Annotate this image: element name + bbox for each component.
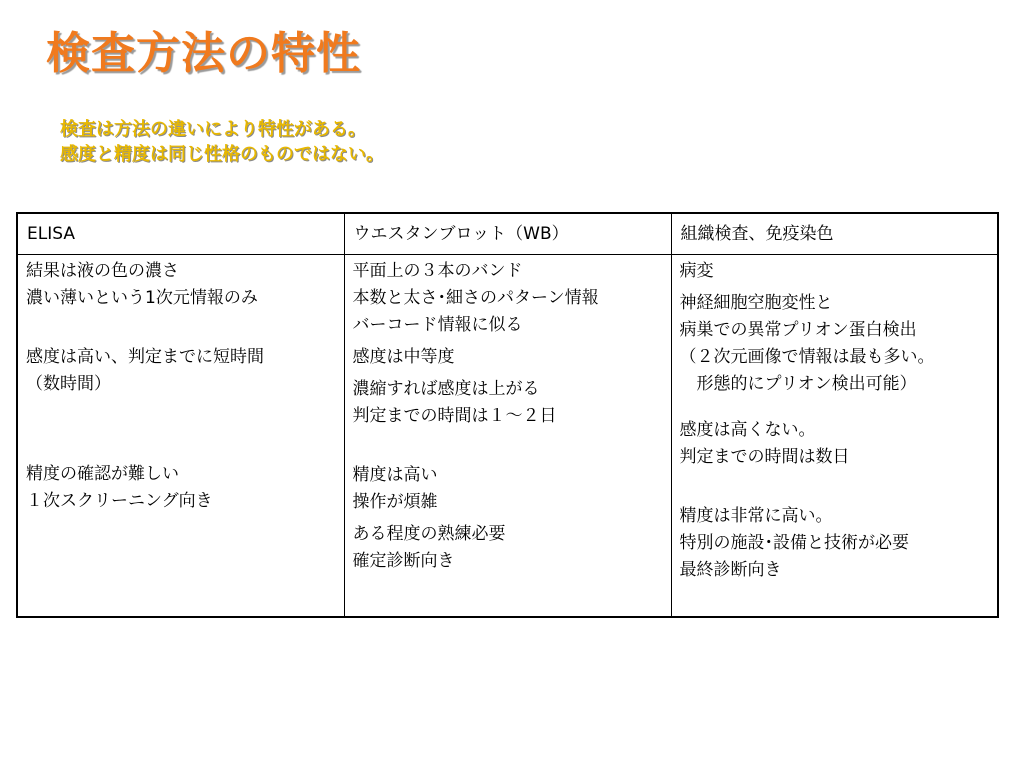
text-line: 最終診断向き bbox=[679, 560, 782, 580]
text-line: 判定までの時間は数日 bbox=[679, 447, 850, 467]
table-header-row bbox=[17, 213, 998, 255]
text-line: 判定までの時間は１～２日 bbox=[352, 406, 557, 426]
subtitle-line: 検査は方法の違いにより特性がある。 bbox=[60, 119, 366, 140]
text-line: 病巣での異常プリオン蛋白検出 bbox=[679, 320, 917, 340]
slide-title: 検査方法の特性 bbox=[46, 28, 361, 79]
text-line: 特別の施設･設備と技術が必要 bbox=[679, 533, 909, 553]
text-line: （２次元画像で情報は最も多い。 bbox=[679, 347, 935, 367]
cell-western-blot bbox=[344, 255, 671, 618]
header-elisa: ELISA bbox=[17, 213, 344, 255]
comparison-table bbox=[16, 212, 999, 618]
text-line: バーコード情報に似る bbox=[352, 315, 523, 335]
text-line: 感度は中等度 bbox=[352, 347, 455, 367]
text-line: 操作が煩雑 bbox=[352, 492, 438, 512]
text-block bbox=[680, 503, 990, 584]
text-line: 精度の確認が難しい bbox=[26, 464, 179, 484]
text-line: 形態的にプリオン検出可能） bbox=[679, 374, 917, 394]
text-line: １次スクリーニング向き bbox=[26, 491, 213, 511]
header-western-blot: ウエスタンブロット（WB） bbox=[344, 213, 671, 255]
cell-elisa bbox=[17, 255, 344, 618]
text-line: 濃い薄いという1次元情報のみ bbox=[26, 288, 258, 308]
text-block bbox=[680, 417, 990, 471]
text-block bbox=[26, 344, 336, 398]
text-line: 結果は液の色の濃さ bbox=[26, 261, 179, 281]
subtitle-line: 感度と精度は同じ性格のものではない。 bbox=[60, 144, 384, 165]
text-line: 病変 bbox=[679, 261, 714, 281]
text-block bbox=[680, 258, 990, 285]
text-line: 確定診断向き bbox=[352, 551, 455, 571]
text-block bbox=[353, 344, 663, 371]
text-line: 感度は高くない。 bbox=[679, 420, 816, 440]
text-line: 本数と太さ･細さのパターン情報 bbox=[352, 288, 599, 308]
text-line: 濃縮すれば感度は上がる bbox=[352, 379, 540, 399]
text-block bbox=[26, 258, 336, 312]
text-block bbox=[680, 290, 990, 398]
cell-histology bbox=[671, 255, 998, 618]
text-line: 精度は非常に高い。 bbox=[679, 506, 833, 526]
text-line: （数時間） bbox=[26, 374, 111, 394]
text-block bbox=[353, 376, 663, 430]
text-block bbox=[353, 258, 663, 339]
text-block bbox=[26, 461, 336, 515]
text-line: 精度は高い bbox=[352, 465, 438, 485]
text-line: ある程度の熟練必要 bbox=[352, 524, 506, 544]
text-line: 感度は高い、判定までに短時間 bbox=[26, 347, 264, 367]
text-block bbox=[353, 462, 663, 516]
text-block bbox=[353, 521, 663, 575]
text-line: 平面上の３本のバンド bbox=[352, 261, 523, 281]
text-line: 神経細胞空胞変性と bbox=[679, 293, 833, 313]
table-row bbox=[17, 255, 998, 618]
subtitle bbox=[60, 117, 384, 167]
header-histology: 組織検査、免疫染色 bbox=[671, 213, 998, 255]
